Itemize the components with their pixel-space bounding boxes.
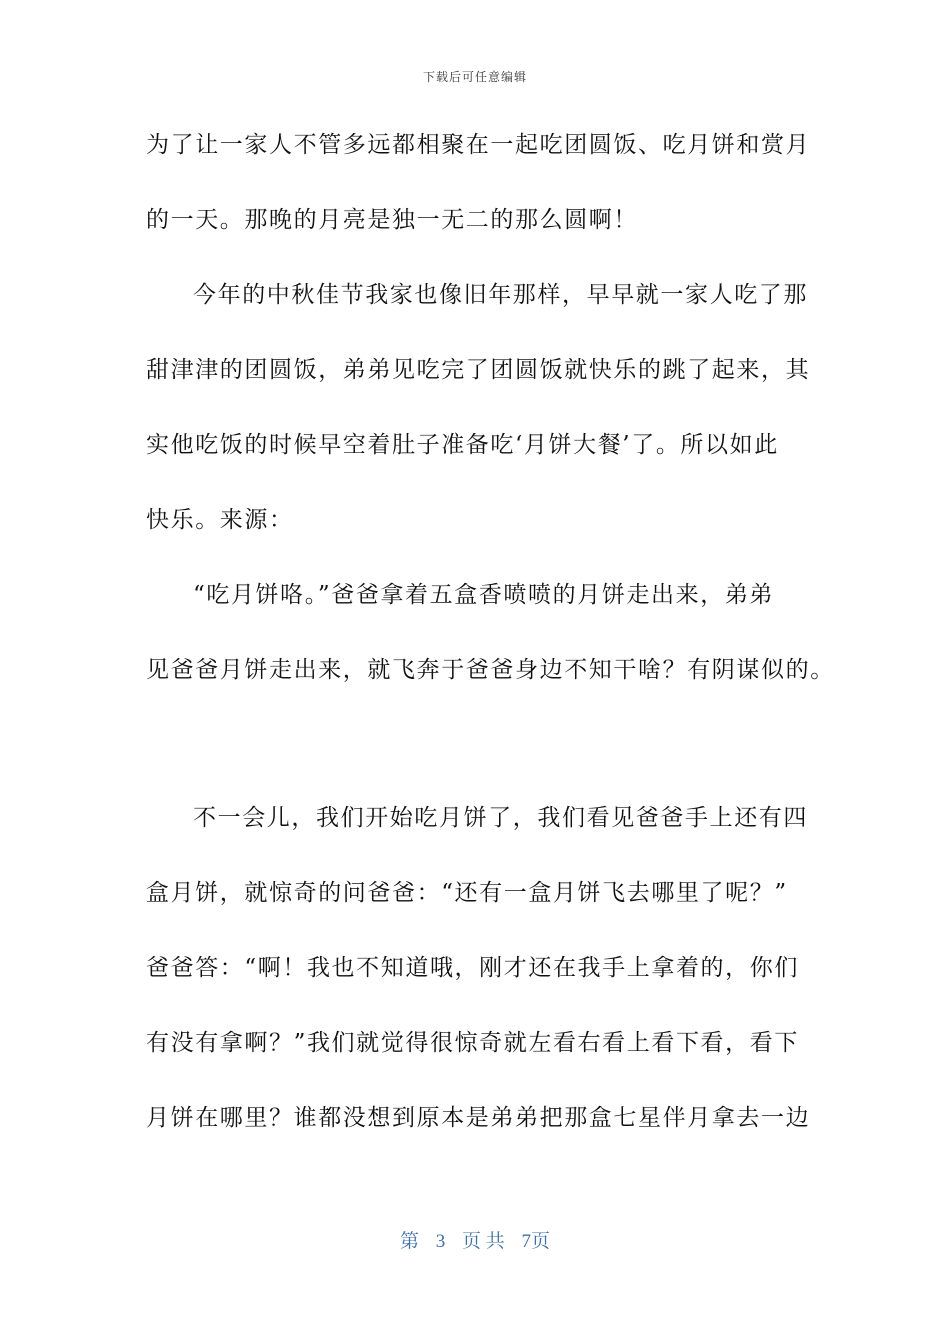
footer-prefix: 第 [399, 1231, 419, 1252]
body-line: 的一天。那晚的月亮是独一无二的那么圆啊！ [146, 207, 638, 233]
body-line: 为了让一家人不管多远都相聚在一起吃团圆饭、吃月饼和赏月 [146, 132, 811, 158]
body-line: 月饼在哪里？谁都没想到原本是弟弟把那盒七星伴月拿去一边 [146, 1105, 811, 1131]
page-header: 下载后可任意编辑 [422, 70, 527, 84]
body-line: 甜津津的团圆饭，弟弟见吃完了团圆饭就快乐的跳了起来，其 [146, 357, 811, 383]
paragraph-start-line: 不一会儿，我们开始吃月饼了，我们看见爸爸手上还有四 [193, 805, 808, 831]
body-line: 有没有拿啊？”我们就觉得很惊奇就左看右看上看下看，看下 [146, 1030, 799, 1056]
footer-middle: 页 共 [461, 1231, 505, 1252]
page-number-footer [0, 1226, 950, 1253]
body-line: 见爸爸月饼走出来，就飞奔于爸爸身边不知干啥？有阴谋似的。 [146, 657, 835, 683]
total-pages: 7页 [521, 1231, 551, 1252]
body-line: 快乐。来源： [146, 507, 294, 533]
paragraph-start-line: “吃月饼咯。”爸爸拿着五盒香喷喷的月饼走出来，弟弟 [193, 582, 775, 608]
paragraph-start-line: 今年的中秋佳节我家也像旧年那样，早早就一家人吃了那 [193, 282, 808, 308]
current-page-number: 3 [435, 1231, 446, 1252]
body-line: 爸爸答：“啊！我也不知道哦，刚才还在我手上拿着的，你们 [146, 955, 799, 981]
body-line: 实他吃饭的时候早空着肚子准备吃‘月饼大餐’了。所以如此 [146, 432, 779, 458]
body-line: 盒月饼，就惊奇的问爸爸：“还有一盒月饼飞去哪里了呢？” [146, 880, 788, 906]
